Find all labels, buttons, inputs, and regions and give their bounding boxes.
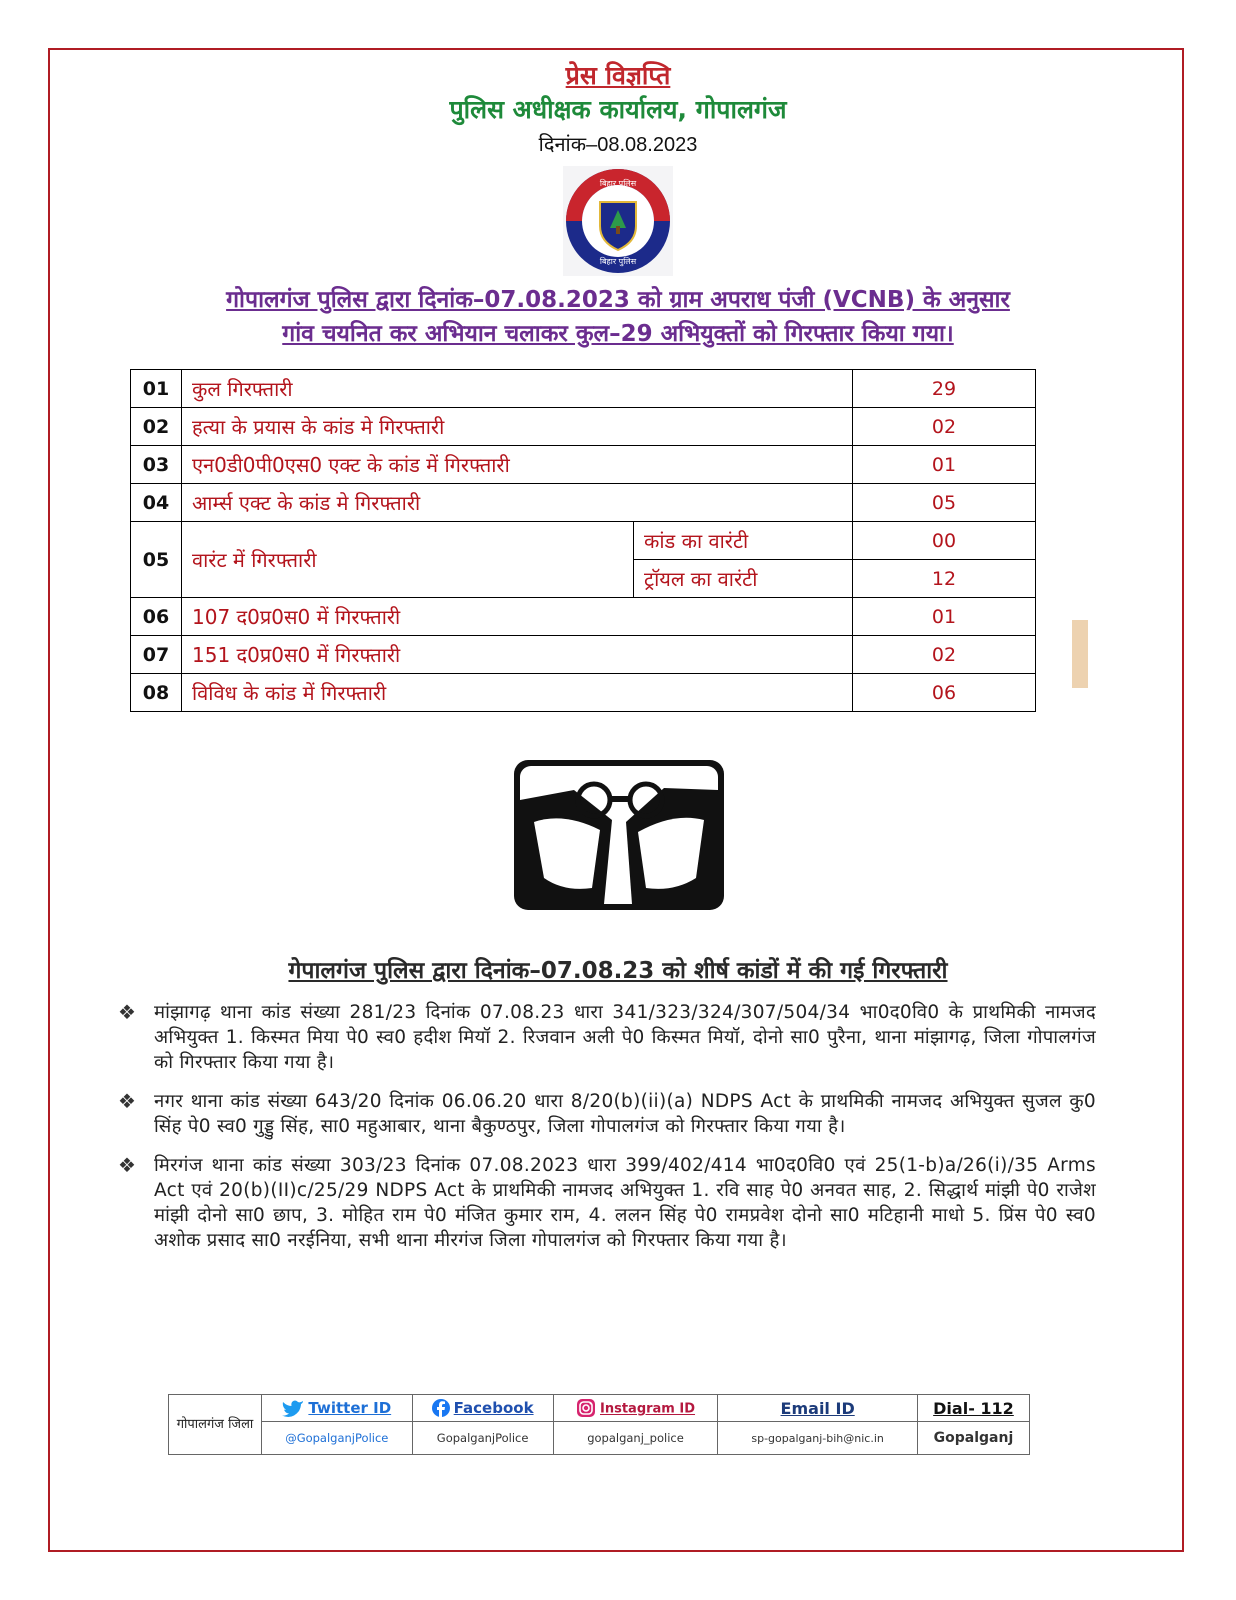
row-value: 29 [853,370,1036,408]
row-number: 06 [131,598,182,636]
twitter-handle[interactable]: @GopalganjPolice [262,1422,413,1455]
row-label: 107 द0प्र0स0 में गिरफ्तारी [182,598,853,636]
row-label: कुल गिरफ्तारी [182,370,853,408]
email-address[interactable]: sp-gopalganj-bih@nic.in [718,1422,918,1455]
table-row [131,408,1036,446]
case-text: नगर थाना कांड संख्या 643/20 दिनांक 06.06.20 धारा 8/20(b)(ii)(a) NDPS Act के प्राथमिकी नामजद अभियुक्त सुजल कु0 सिंह पे0 स्व0 गुड्डु सिंह, सा0 महुआबार, थाना बैकुण्ठपुर, जिला गोपालगंज को गिरफ्तार किया गया है। [154,1091,1096,1137]
facebook-icon [432,1399,450,1417]
dial-link[interactable] [917,1395,1029,1422]
twitter-label: Twitter ID [308,1398,392,1417]
row-value: 05 [853,484,1036,522]
diamond-bullet-icon: ❖ [118,1153,137,1177]
warrant-sub-label: कांड का वारंटी [634,522,853,560]
row-label: 151 द0प्र0स0 में गिरफ्तारी [182,636,853,674]
dial-label: Dial- 112 [933,1398,1014,1418]
case-text: मिरगंज थाना कांड संख्या 303/23 दिनांक 07.08.2023 धारा 399/402/414 भा0द0वि0 एवं 25(1-b)a/26(i)/35 Arms Act एवं 20(b)(II)c/25/29 NDPS Act के प्राथमिकी नामजद अभियुक्त 1. रवि साह पे0 अनवत साह, 2. सिद्धार्थ मांझी पे0 राजेश मांझी दोनो सा0 छाप, 3. मोहित राम पे0 मंजित कुमार राम, 4. ललन सिंह पे0 रामप्रवेश दोनो सा0 मटिहानी माधो 5. प्रिंस पे0 स्व0 अशोक प्रसाद सा0 नरईनिया, सभी थाना मीरगंज जिला गोपालगंज को गिरफ्तार किया गया है। [154,1155,1096,1251]
row-value: 06 [853,674,1036,712]
row-value: 02 [853,408,1036,446]
release-date: दिनांक–08.08.2023 [538,134,698,156]
arrest-stats-table [130,369,1036,712]
case-list [118,1000,1096,1267]
row-number: 02 [131,408,182,446]
dial-area: Gopalganj [917,1422,1029,1455]
row-number: 01 [131,370,182,408]
facebook-link[interactable] [412,1395,553,1422]
side-marker [1072,620,1088,688]
svg-text:बिहार पुलिस: बिहार पुलिस [599,179,637,188]
facebook-handle[interactable]: GopalganjPolice [412,1422,553,1455]
row-label: आर्म्स एक्ट के कांड मे गिरफ्तारी [182,484,853,522]
row-label: एन0डी0पी0एस0 एक्ट के कांड में गिरफ्तारी [182,446,853,484]
email-link[interactable] [718,1395,918,1422]
twitter-link[interactable] [262,1395,413,1422]
row-value: 01 [853,598,1036,636]
office-title: पुलिस अधीक्षक कार्यालय, गोपालगंज [449,95,787,124]
table-row [131,446,1036,484]
row-number: 08 [131,674,182,712]
row-value: 02 [853,636,1036,674]
instagram-label: Instagram ID [600,1401,696,1417]
row-value: 01 [853,446,1036,484]
row-value: 12 [853,560,1036,598]
row-number: 03 [131,446,182,484]
diamond-bullet-icon: ❖ [118,1089,137,1113]
table-row [131,674,1036,712]
list-item [118,1153,1096,1253]
headline-line-1: गोपालगंज पुलिस द्वारा दिनांक–07.08.2023 को ग्राम अपराध पंजी (VCNB) के अनुसार [226,287,1010,313]
table-row [131,636,1036,674]
row-value: 00 [853,522,1036,560]
facebook-label: Facebook [453,1398,534,1417]
svg-text:बिहार पुलिस: बिहार पुलिस [599,257,637,266]
row-label: हत्या के प्रयास के कांड मे गिरफ्तारी [182,408,853,446]
handcuffs-icon [514,760,724,910]
list-item [118,1089,1096,1139]
instagram-link[interactable] [553,1395,718,1422]
row-label: वारंट में गिरफ्तारी [182,522,634,598]
row-number: 04 [131,484,182,522]
table-row [131,522,1036,560]
case-text: मांझागढ़ थाना कांड संख्या 281/23 दिनांक 07.08.23 धारा 341/323/324/307/504/34 भा0द0वि0 के प्राथमिकी नामजद अभियुक्त 1. किस्मत मिया पे0 स्व0 हदीश मियॉ 2. रिजवान अली पे0 किस्मत मियॉ, दोनो सा0 पुरैना, थाना मांझागढ़, जिला गोपालगंज को गिरफ्तार किया गया है। [154,1002,1096,1073]
bihar-police-logo [563,166,673,276]
district-label: गोपालगंज जिला [169,1395,262,1455]
warrant-sub-label: ट्रॉयल का वारंटी [634,560,853,598]
main-headline [120,283,1116,351]
twitter-icon [282,1399,304,1417]
instagram-handle[interactable]: gopalganj_police [553,1422,718,1455]
contact-footer [168,1394,1030,1455]
email-label: Email ID [780,1398,855,1418]
top-cases-heading: गेपालगंज पुलिस द्वारा दिनांक–07.08.23 को शीर्ष कांडों में की गई गिरफ्तारी [288,958,948,984]
row-number: 05 [131,522,182,598]
list-item [118,1000,1096,1075]
table-row [131,484,1036,522]
instagram-icon [576,1398,596,1418]
row-number: 07 [131,636,182,674]
row-label: विविध के कांड में गिरफ्तारी [182,674,853,712]
table-row [131,598,1036,636]
table-row [131,370,1036,408]
press-release-title: प्रेस विज्ञप्ति [565,61,671,90]
headline-line-2: गांव चयनित कर अभियान चलाकर कुल–29 अभियुक्तों को गिरफ्तार किया गया। [282,321,954,347]
diamond-bullet-icon: ❖ [118,1000,137,1024]
